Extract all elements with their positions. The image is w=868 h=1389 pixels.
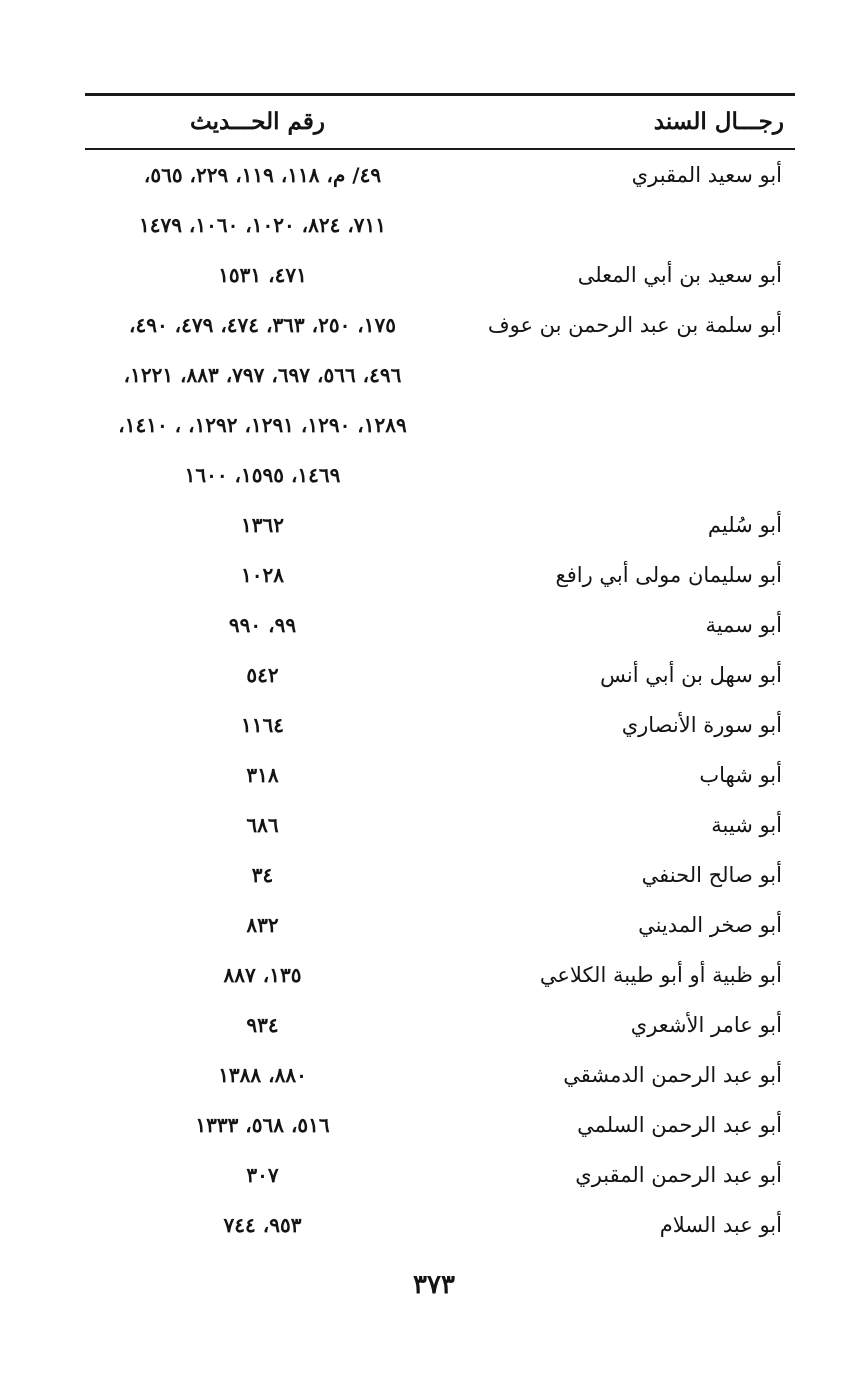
hadith-numbers: ١٢٨٩، ١٢٩٠، ١٢٩١، ١٢٩٢، ، ١٤١٠، — [118, 413, 407, 437]
hadith-numbers: ٤٩٦، ٥٦٦، ٦٩٧، ٧٩٧، ٨٨٣، ١٢٢١، — [123, 363, 402, 387]
hadith-numbers: ٤٧١، ١٥٣١ — [218, 263, 307, 287]
narrator-name: أبو سليمان مولى أبي رافع — [555, 563, 782, 587]
narrator-name: أبو ظبية أو أبو طيبة الكلاعي — [539, 963, 782, 987]
hadith-numbers: ١٣٥، ٨٨٧ — [223, 963, 302, 987]
narrator-name: أبو سهل بن أبي أنس — [600, 663, 782, 687]
narrator-name: أبو شهاب — [699, 763, 782, 787]
hadith-numbers: ١٤٦٩، ١٥٩٥، ١٦٠٠ — [184, 463, 341, 487]
index-row — [0, 950, 868, 1000]
hadith-numbers: ٣١٨ — [246, 763, 279, 787]
hadith-numbers: ٣٠٧ — [246, 1163, 279, 1187]
narrator-name: أبو سعيد المقبري — [631, 163, 782, 187]
narrator-name: أبو صالح الحنفي — [641, 863, 782, 887]
hadith-numbers: ١٠٢٨ — [241, 563, 284, 587]
hadith-numbers: ٣٤ — [251, 863, 274, 887]
index-row — [0, 1000, 868, 1050]
narrator-name: أبو عامر الأشعري — [630, 1013, 782, 1037]
index-row — [0, 750, 868, 800]
index-row — [0, 1200, 868, 1250]
hadith-numbers: ٥١٦، ٥٦٨، ١٣٣٣ — [195, 1113, 330, 1137]
index-row — [0, 250, 868, 300]
index-row — [0, 200, 868, 250]
index-row — [0, 550, 868, 600]
hadith-numbers: ٨٨٠، ١٣٨٨ — [218, 1063, 307, 1087]
index-row — [0, 300, 868, 350]
narrator-name: أبو سمية — [705, 613, 782, 637]
narrator-name: أبو سورة الأنصاري — [621, 713, 782, 737]
hadith-numbers: ١٣٦٢ — [241, 513, 284, 537]
index-row — [0, 150, 868, 200]
hadith-numbers: ٨٣٢ — [246, 913, 279, 937]
hadith-numbers: ٧١١، ٨٢٤، ١٠٢٠، ١٠٦٠، ١٤٧٩ — [138, 213, 387, 237]
index-row — [0, 800, 868, 850]
index-row — [0, 500, 868, 550]
narrator-name: أبو سُليم — [707, 513, 782, 537]
narrator-name: أبو صخر المديني — [638, 913, 782, 937]
narrators-column-header: رجـــال السند — [653, 108, 784, 135]
hadith-numbers: ٤٩/ م، ١١٨، ١١٩، ٢٢٩، ٥٦٥، — [143, 163, 382, 187]
index-row — [0, 400, 868, 450]
narrator-name: أبو عبد الرحمن الدمشقي — [563, 1063, 782, 1087]
index-row — [0, 650, 868, 700]
hadith-numbers: ٩٥٣، ٧٤٤ — [223, 1213, 302, 1237]
narrator-name: أبو عبد الرحمن السلمي — [577, 1113, 782, 1137]
index-row — [0, 1050, 868, 1100]
hadith-numbers: ٥٤٢ — [246, 663, 279, 687]
index-row — [0, 700, 868, 750]
hadith-numbers: ٩٩، ٩٩٠ — [228, 613, 297, 637]
hadith-numbers: ٩٣٤ — [246, 1013, 279, 1037]
narrator-name: أبو سعيد بن أبي المعلى — [577, 263, 782, 287]
index-row — [0, 450, 868, 500]
hadith-number-column-header: رقم الحـــديث — [190, 108, 325, 135]
hadith-numbers: ١٧٥، ٢٥٠، ٣٦٣، ٤٧٤، ٤٧٩، ٤٩٠، — [129, 313, 396, 337]
narrator-name: أبو شيبة — [711, 813, 782, 837]
page-number: ٣٧٣ — [413, 1270, 455, 1300]
narrator-name: أبو عبد الرحمن المقبري — [575, 1163, 782, 1187]
index-row — [0, 1150, 868, 1200]
top-rule — [85, 93, 795, 96]
index-row — [0, 900, 868, 950]
index-row — [0, 1100, 868, 1150]
hadith-numbers: ١١٦٤ — [241, 713, 284, 737]
narrator-name: أبو عبد السلام — [659, 1213, 782, 1237]
hadith-numbers: ٦٨٦ — [246, 813, 279, 837]
index-row — [0, 350, 868, 400]
index-row — [0, 600, 868, 650]
narrator-name: أبو سلمة بن عبد الرحمن بن عوف — [487, 313, 782, 337]
index-row — [0, 850, 868, 900]
